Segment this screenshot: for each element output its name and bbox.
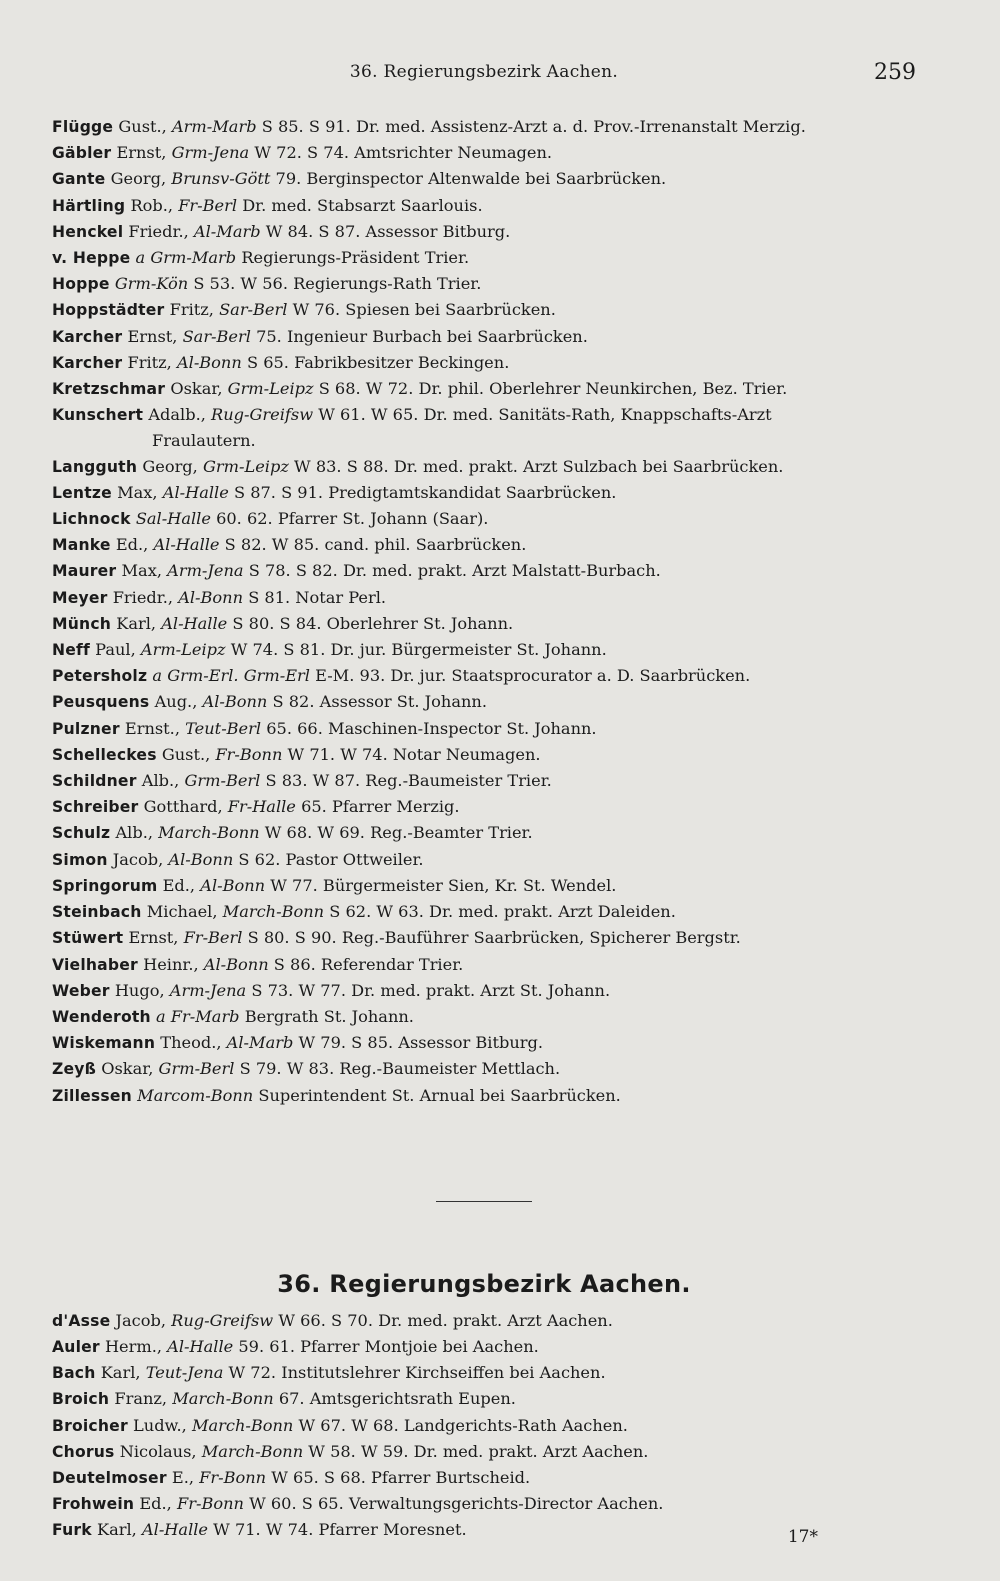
list-item <box>52 506 916 532</box>
list-item <box>52 193 916 219</box>
entry-details: Regierungs-Präsident Trier. <box>241 248 470 268</box>
list-item <box>52 376 916 402</box>
entry-details: S 86. Referendar Trier. <box>273 954 464 974</box>
entry-given-name: Gotthard, <box>143 797 223 817</box>
list-item <box>52 1004 916 1030</box>
entry-given-name: Friedr., <box>112 587 174 607</box>
entry-surname: Härtling <box>52 196 126 215</box>
entry-association: March-Bonn <box>222 902 325 922</box>
entry-given-name: Karl, <box>100 1363 141 1383</box>
entry-given-name: Paul, <box>95 640 136 660</box>
entry-details: W 77. Bürgermeister Sien, Kr. St. Wendel. <box>270 875 617 895</box>
entry-association: a Grm-Erl. Grm-Erl <box>152 666 310 686</box>
entry-surname: Schreiber <box>52 798 139 817</box>
section-heading: 36. Regierungsbezirk Aachen. <box>277 1269 691 1298</box>
entry-given-name: Herm., <box>104 1336 163 1356</box>
list-item <box>52 716 916 742</box>
signature-mark: 17* <box>787 1527 818 1547</box>
entry-given-name: Oskar, <box>170 379 223 399</box>
entry-given-name: Theod., <box>160 1033 222 1053</box>
entry-association: Teut-Berl <box>185 718 262 738</box>
entry-details: S 83. W 87. Reg.-Baumeister Trier. <box>265 771 552 791</box>
entry-surname: Lichnock <box>52 510 131 529</box>
entry-association: Rug-Greifsw <box>171 1310 274 1330</box>
entry-surname: Springorum <box>52 876 158 895</box>
entry-surname: Chorus <box>52 1442 115 1461</box>
entry-given-name: Georg, <box>110 169 167 189</box>
list-item <box>52 689 916 715</box>
entry-surname: Hoppstädter <box>52 301 165 320</box>
entry-surname: Stüwert <box>52 929 124 948</box>
list-item <box>52 1439 916 1465</box>
list-item <box>52 637 916 663</box>
entry-surname: Steinbach <box>52 903 142 922</box>
entry-association: Fr-Berl <box>178 195 238 215</box>
entry-surname: Lentze <box>52 483 112 502</box>
entry-given-name: Jacob, <box>115 1310 166 1330</box>
entry-details: W 68. W 69. Reg.-Beamter Trier. <box>264 823 533 843</box>
entry-given-name: Alb., <box>115 823 153 843</box>
list-item <box>52 742 916 768</box>
entry-surname: v. Heppe <box>52 249 131 268</box>
entry-association: Rug-Greifsw <box>211 405 314 425</box>
entry-details: S 53. W 56. Regierungs-Rath Trier. <box>193 274 482 294</box>
entry-surname: Schelleckes <box>52 745 157 764</box>
entry-details: 79. Berginspector Altenwalde bei Saarbrücken. <box>275 169 667 189</box>
entry-surname: Auler <box>52 1337 100 1356</box>
entry-given-name: Gust., <box>118 117 167 136</box>
entry-surname: Münch <box>52 614 112 633</box>
entry-given-name: Georg, <box>142 456 198 476</box>
entry-surname: Wiskemann <box>52 1034 156 1053</box>
entry-details: 65. Pfarrer Merzig. <box>301 797 460 817</box>
entry-given-name: Friedr., <box>128 221 189 241</box>
entry-association: Grm-Jena <box>171 143 250 163</box>
entry-details: S 62. Pastor Ottweiler. <box>238 849 424 869</box>
entry-surname: Frohwein <box>52 1495 135 1514</box>
list-item <box>52 611 916 637</box>
list-item <box>52 245 916 271</box>
list-item <box>52 899 916 925</box>
entry-association: March-Bonn <box>172 1389 274 1409</box>
entry-given-name: Nicolaus, <box>119 1441 197 1461</box>
entry-details: W 60. S 65. Verwaltungsgerichts-Director Aachen. <box>249 1494 664 1514</box>
entry-association: Al-Halle <box>153 535 220 555</box>
list-item <box>52 585 916 611</box>
entry-association: Fr-Bonn <box>215 744 283 764</box>
entry-given-name: Aug., <box>154 692 198 712</box>
entry-surname: Kunschert <box>52 406 144 425</box>
entry-details: S 80. S 90. Reg.-Bauführer Saarbrücken, Spicherer Bergstr. <box>247 928 741 948</box>
list-item <box>52 532 916 558</box>
entry-association: Al-Bonn <box>178 587 244 607</box>
list-item <box>52 1386 916 1412</box>
list-item <box>52 794 916 820</box>
entry-given-name: Ernst, <box>127 326 178 346</box>
entry-association: March-Bonn <box>191 1415 294 1435</box>
entry-details: W 71. W 74. Pfarrer Moresnet. <box>213 1520 467 1540</box>
entry-association: Arm-Jena <box>169 980 247 1000</box>
list-item <box>52 1308 916 1334</box>
entry-association: Grm-Leipz <box>227 379 314 399</box>
entry-association: Sar-Berl <box>219 300 288 320</box>
list-item <box>52 1465 916 1491</box>
entry-given-name: Jacob, <box>112 849 164 869</box>
entry-association: March-Bonn <box>201 1441 304 1461</box>
list-item <box>52 925 916 951</box>
entry-details: S 65. Fabrikbesitzer Beckingen. <box>246 352 510 372</box>
entry-details: W 74. S 81. Dr. jur. Bürgermeister St. Johann. <box>230 640 607 660</box>
entry-association: Grm-Berl <box>158 1059 235 1079</box>
entry-association: a Fr-Marb <box>155 1006 240 1026</box>
entry-given-name: Ernst., <box>124 718 180 738</box>
entry-details: S 73. W 77. Dr. med. prakt. Arzt St. Johann. <box>251 980 611 1000</box>
entry-surname: Henckel <box>52 222 124 241</box>
entry-surname: Schulz <box>52 824 111 843</box>
entry-details: S 68. W 72. Dr. phil. Oberlehrer Neunkirchen, Bez. Trier. <box>318 379 788 399</box>
entry-association: Fr-Berl <box>183 928 243 948</box>
entry-surname: Weber <box>52 981 110 1000</box>
entry-surname: Gante <box>52 170 106 189</box>
entry-association: Grm-Kön <box>114 274 189 294</box>
entry-association: Arm-Marb <box>171 117 257 136</box>
entry-surname: Flügge <box>52 118 114 136</box>
entry-surname: Broicher <box>52 1416 128 1435</box>
entry-details: 65. 66. Maschinen-Inspector St. Johann. <box>266 718 597 738</box>
list-item <box>52 1517 916 1543</box>
list-item <box>52 350 916 376</box>
list-item <box>52 847 916 873</box>
entry-association: Grm-Leipz <box>202 456 289 476</box>
entry-surname: Kretzschmar <box>52 380 166 399</box>
entry-given-name: Ed., <box>162 875 196 895</box>
entry-given-name: Ernst, <box>116 143 167 163</box>
entry-details: 59. 61. Pfarrer Montjoie bei Aachen. <box>238 1336 539 1356</box>
list-item <box>52 166 916 192</box>
entry-surname: Peusquens <box>52 693 150 712</box>
entry-list-aachen <box>52 1308 916 1544</box>
entry-association: Al-Halle <box>167 1336 234 1356</box>
entry-details: Superintendent St. Arnual bei Saarbrücken. <box>258 1085 621 1105</box>
entry-association: Marcom-Bonn <box>137 1085 254 1105</box>
entry-surname: Wenderoth <box>52 1007 151 1026</box>
entry-given-name: Rob., <box>130 195 174 215</box>
entry-details: W 79. S 85. Assessor Bitburg. <box>298 1033 544 1053</box>
entry-association: Brunsv-Gött <box>171 169 271 189</box>
entry-association: Fr-Bonn <box>177 1494 244 1514</box>
entry-association: Arm-Leipz <box>140 640 226 660</box>
entry-surname: Karcher <box>52 353 123 372</box>
list-item <box>52 1030 916 1056</box>
entry-given-name: Heinr., <box>143 954 199 974</box>
running-head <box>52 60 916 94</box>
entry-details: S 87. S 91. Predigtamtskandidat Saarbrücken. <box>233 482 617 502</box>
entry-details: W 58. W 59. Dr. med. prakt. Arzt Aachen. <box>308 1441 649 1461</box>
entry-details: S 78. S 82. Dr. med. prakt. Arzt Malstatt-Burbach. <box>248 561 661 581</box>
entry-given-name: Max, <box>117 482 158 502</box>
entry-details: W 76. Spiesen bei Saarbrücken. <box>292 300 556 320</box>
entry-details: S 79. W 83. Reg.-Baumeister Mettlach. <box>239 1059 561 1079</box>
entry-list-trier <box>52 114 916 1109</box>
entry-details: S 62. W 63. Dr. med. prakt. Arzt Daleiden. <box>329 902 676 922</box>
entry-details: 67. Amtsgerichtsrath Eupen. <box>278 1389 516 1409</box>
entry-association: Al-Halle <box>141 1520 209 1540</box>
list-item <box>52 454 916 480</box>
list-item <box>52 1491 916 1517</box>
entry-surname: Zeyß <box>52 1060 97 1079</box>
page-number: 259 <box>874 60 916 85</box>
list-item <box>52 558 916 584</box>
entry-surname: Vielhaber <box>52 955 138 974</box>
list-item <box>52 768 916 794</box>
entry-surname: Simon <box>52 850 108 869</box>
entry-surname: Hoppe <box>52 275 110 294</box>
entry-details: Dr. med. Stabsarzt Saarlouis. <box>242 195 483 215</box>
entry-association: Sal-Halle <box>135 509 211 529</box>
entry-details: 60. 62. Pfarrer St. Johann (Saar). <box>216 509 489 529</box>
list-item <box>52 1360 916 1386</box>
entry-given-name: Adalb., <box>148 405 206 425</box>
running-title: 36. Regierungsbezirk Aachen. <box>349 62 619 82</box>
entry-details: S 80. S 84. Oberlehrer St. Johann. <box>232 613 514 633</box>
entry-given-name: Ernst, <box>128 928 179 948</box>
entry-surname: Neff <box>52 641 90 660</box>
list-item <box>52 140 916 166</box>
entry-association: Teut-Jena <box>145 1363 224 1383</box>
entry-association: a Grm-Marb <box>135 248 237 268</box>
entry-given-name: E., <box>171 1467 194 1487</box>
list-item <box>52 324 916 350</box>
entry-given-name: Alb., <box>141 771 180 791</box>
entry-given-name: Franz, <box>114 1389 168 1409</box>
list-item <box>52 1083 916 1109</box>
entry-surname: Broich <box>52 1390 110 1409</box>
entry-association: Fr-Bonn <box>199 1467 267 1487</box>
section-divider <box>436 1201 532 1202</box>
entry-given-name: Max, <box>121 561 162 581</box>
entry-association: Al-Halle <box>162 482 229 502</box>
entry-details: S 82. W 85. cand. phil. Saarbrücken. <box>224 535 527 555</box>
entry-association: Al-Marb <box>193 221 261 241</box>
list-item <box>52 952 916 978</box>
entry-association: March-Bonn <box>158 823 260 843</box>
entry-association: Al-Bonn <box>168 849 234 869</box>
entry-details: W 61. W 65. Dr. med. Sanitäts-Rath, Knappschafts-Arzt <box>318 405 772 425</box>
entry-given-name: Michael, <box>146 902 218 922</box>
entry-details: W 67. W 68. Landgerichts-Rath Aachen. <box>298 1415 628 1435</box>
entry-details: W 83. S 88. Dr. med. prakt. Arzt Sulzbach bei Saarbrücken. <box>294 456 784 476</box>
entry-association: Al-Bonn <box>200 875 266 895</box>
entry-details: S 82. Assessor St. Johann. <box>272 692 487 712</box>
entry-association: Al-Bonn <box>203 954 269 974</box>
entry-given-name: Hugo, <box>114 980 165 1000</box>
list-item <box>52 402 916 453</box>
entry-details: W 72. S 74. Amtsrichter Neumagen. <box>254 143 553 163</box>
entry-details: E-M. 93. Dr. jur. Staatsprocurator a. D. Saarbrücken. <box>315 666 751 686</box>
entry-details: W 66. S 70. Dr. med. prakt. Arzt Aachen. <box>278 1310 613 1330</box>
entry-given-name: Karl, <box>97 1520 137 1540</box>
entry-surname: Karcher <box>52 327 123 346</box>
entry-details: W 65. S 68. Pfarrer Burtscheid. <box>271 1467 531 1487</box>
entry-given-name: Fritz, <box>127 352 172 372</box>
list-item <box>52 663 916 689</box>
entry-details: W 72. Institutslehrer Kirchseiffen bei Aachen. <box>228 1363 606 1383</box>
entry-surname: Bach <box>52 1364 96 1383</box>
entry-surname: Langguth <box>52 457 138 476</box>
entry-surname: Pulzner <box>52 719 120 738</box>
list-item <box>52 873 916 899</box>
entry-given-name: Ed., <box>115 535 149 555</box>
list-item <box>52 1056 916 1082</box>
entry-surname: Furk <box>52 1521 92 1540</box>
entry-surname: Manke <box>52 536 111 555</box>
entry-surname: Meyer <box>52 588 108 607</box>
entry-surname: Petersholz <box>52 667 148 686</box>
entry-surname: d'Asse <box>52 1311 111 1330</box>
entry-given-name: Ed., <box>139 1494 172 1514</box>
entry-association: Fr-Halle <box>227 797 296 817</box>
entry-association: Sar-Berl <box>182 326 251 346</box>
entry-surname: Schildner <box>52 772 137 791</box>
entry-details: W 84. S 87. Assessor Bitburg. <box>265 221 511 241</box>
entry-association: Al-Bonn <box>202 692 268 712</box>
list-item <box>52 1334 916 1360</box>
entry-details: Bergrath St. Johann. <box>244 1006 414 1026</box>
entry-surname: Gäbler <box>52 144 112 163</box>
entry-details: 75. Ingenieur Burbach bei Saarbrücken. <box>256 326 588 346</box>
list-item <box>52 480 916 506</box>
list-item <box>52 820 916 846</box>
entry-details: W 71. W 74. Notar Neumagen. <box>287 744 541 764</box>
entry-surname: Maurer <box>52 562 117 581</box>
entry-given-name: Oskar, <box>101 1059 154 1079</box>
entry-given-name: Gust., <box>161 744 211 764</box>
entry-given-name: Fritz, <box>169 300 214 320</box>
entry-given-name: Ludw., <box>133 1415 187 1435</box>
entry-association: Al-Marb <box>226 1033 294 1053</box>
list-item <box>52 219 916 245</box>
entry-association: Al-Halle <box>161 613 228 633</box>
list-item <box>52 297 916 323</box>
list-item <box>52 271 916 297</box>
entry-surname: Zillessen <box>52 1086 132 1105</box>
list-item <box>52 978 916 1004</box>
entry-surname: Deutelmoser <box>52 1468 167 1487</box>
entry-association: Arm-Jena <box>167 561 244 581</box>
entry-given-name: Karl, <box>116 613 157 633</box>
entry-continuation: Fraulautern. <box>152 431 256 451</box>
entry-details: S 81. Notar Perl. <box>248 587 387 607</box>
entry-details: S 85. S 91. Dr. med. Assistenz-Arzt a. d. Prov.-Irrenanstalt Merzig. <box>261 117 806 136</box>
entry-association: Al-Bonn <box>176 352 242 372</box>
entry-association: Grm-Berl <box>184 771 261 791</box>
list-item <box>52 1413 916 1439</box>
list-item <box>52 114 916 140</box>
